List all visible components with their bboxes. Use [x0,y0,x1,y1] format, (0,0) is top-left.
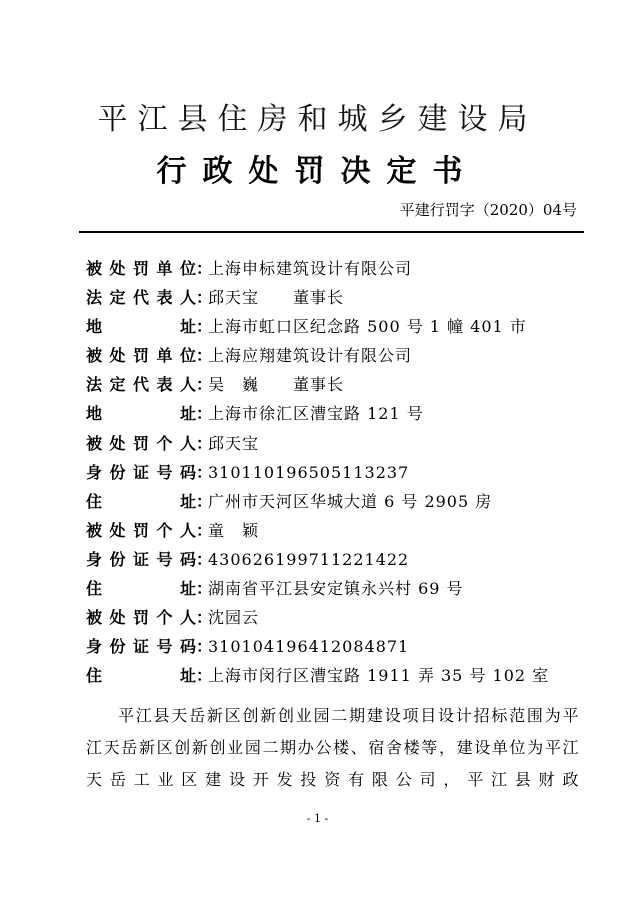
field-label: 被处罚单位 [86,259,196,278]
field-row-residence-2 [86,574,596,603]
field-value: 上海市徐汇区漕宝路 121 号 [208,404,424,424]
body-paragraph: 平江县天岳新区创新创业园二期建设项目设计招标范围为平江天岳新区创新创业园二期办公楼、宿舍楼等，建设单位为平江天岳工业区建设开发投资有限公司，平江县财政 [86,706,580,789]
field-label: 地址 [86,317,196,337]
issuing-agency: 平江县住房和城乡建设局 [97,102,538,137]
field-label: 被处罚个人 [86,608,196,628]
page-number: - 1 - [306,812,329,825]
field-row-person-2 [86,516,596,545]
field-value: 上海申标建筑设计有限公司 [208,259,413,278]
field-label: 法定代表人 [86,288,196,308]
field-colon: ： [196,637,213,657]
field-value: 上海市闵行区漕宝路 1911 弄 35 号 102 室 [208,666,550,686]
field-row-rep-2 [86,370,596,399]
field-value: 上海市虹口区纪念路 500 号 1 幢 401 市 [208,317,527,337]
field-label: 被处罚个人 [86,433,196,453]
field-label: 身份证号码 [86,637,196,657]
field-value: 邱天宝 董事长 [208,288,345,308]
field-row-person-1 [86,429,596,458]
field-colon: ： [196,549,213,569]
field-colon: ： [196,346,213,366]
field-row-rep-1 [86,283,596,312]
field-row-id-1 [86,458,596,487]
field-row-unit-1 [86,254,596,283]
field-row-address-2 [86,399,596,428]
field-value: 湖南省平江县安定镇永兴村 69 号 [208,579,464,599]
field-row-unit-2 [86,341,596,370]
field-colon: ： [196,579,213,599]
field-colon: ： [196,433,213,453]
field-label: 身份证号码 [86,549,196,569]
field-row-id-2 [86,545,596,574]
field-value: 310104196412084871 [208,637,410,657]
field-value: 童 颖 [208,520,260,540]
field-row-address-1 [86,312,596,341]
field-colon: ： [196,462,213,482]
field-colon: ： [196,520,213,540]
field-value: 邱天宝 [208,433,260,453]
field-row-residence-1 [86,487,596,516]
field-colon: ： [196,491,213,511]
field-colon: ： [196,288,213,308]
field-row-id-3 [86,632,596,661]
field-value: 上海应翔建筑设计有限公司 [208,346,413,366]
field-label: 身份证号码 [86,462,196,482]
header-divider [79,231,584,233]
field-value: 广州市天河区华城大道 6 号 2905 房 [208,491,493,511]
field-row-person-3 [86,603,596,632]
field-row-residence-3 [86,661,596,690]
field-value: 吴 巍 董事长 [208,375,345,395]
field-label: 法定代表人 [86,375,196,395]
field-label: 被处罚个人 [86,520,196,540]
field-colon: ： [196,404,213,424]
field-label: 地址 [86,404,196,424]
document-number: 平建行罚字（2020）04号 [399,201,577,219]
field-label: 住址 [86,579,196,599]
party-info-list [86,254,596,690]
field-colon: ： [196,608,213,628]
field-label: 住址 [86,491,196,511]
field-value: 沈园云 [208,608,260,628]
field-value: 310110196505113237 [208,462,410,482]
field-value: 430626199711221422 [208,549,410,569]
field-colon: ： [196,259,213,278]
field-label: 住址 [86,666,196,686]
document-title: 行政处罚决定书 [156,154,479,189]
field-colon: ： [196,317,213,337]
field-colon: ： [196,375,213,395]
field-label: 被处罚单位 [86,346,196,366]
field-colon: ： [196,666,213,686]
